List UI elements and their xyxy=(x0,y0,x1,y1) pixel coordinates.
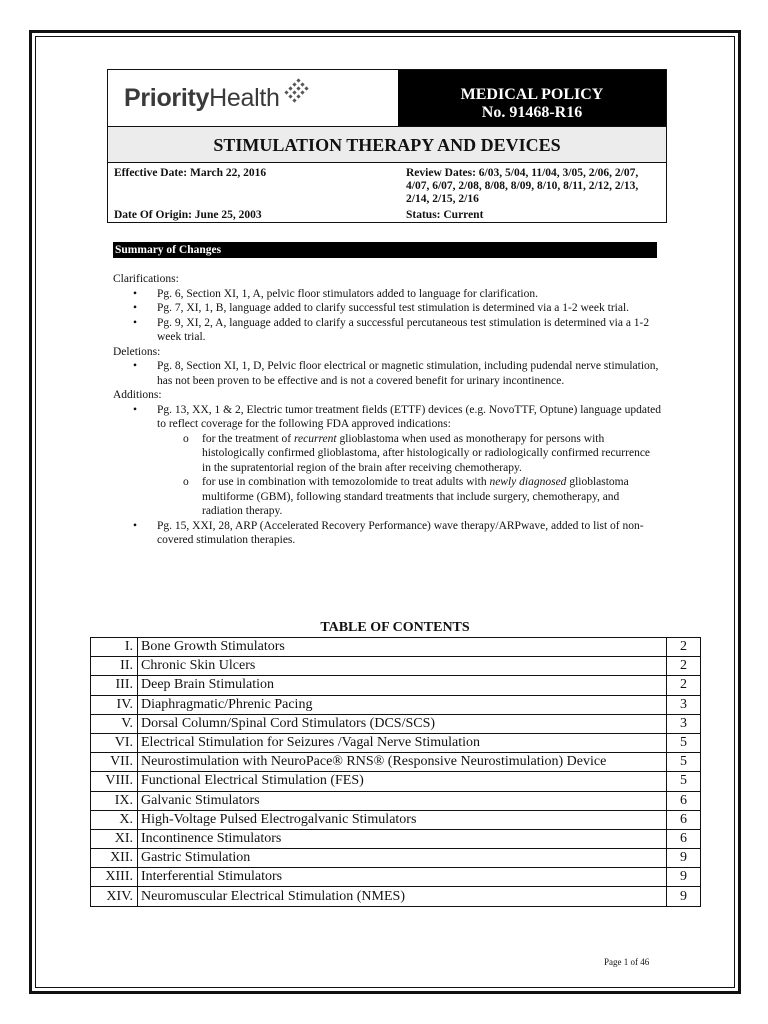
origin-date: Date Of Origin: June 25, 2003 xyxy=(114,209,262,221)
policy-number-box xyxy=(398,70,666,126)
logo-text: PriorityHealth xyxy=(124,83,280,112)
table-row: XIV. Neuromuscular Electrical Stimulation (NMES) 9 xyxy=(91,887,701,906)
additions-list xyxy=(113,403,661,548)
table-row: X. High-Voltage Pulsed Electrogalvanic Stimulators 6 xyxy=(91,810,701,829)
list-item: • Pg. 8, Section XI, 1, D, Pelvic floor electrical or magnetic stimulation, including pudendal nerve stimulation, has not been proven to be effective and is not a covered benefit for urinary incontinence. xyxy=(133,360,659,387)
list-item: • Pg. 15, XXI, 28, ARP (Accelerated Recovery Performance) wave therapy/ARPwave, added to list of non-covered stimulation therapies. xyxy=(133,519,644,546)
table-row: II. Chronic Skin Ulcers 2 xyxy=(91,657,701,676)
deletions-list xyxy=(113,359,661,388)
list-item: • Pg. 6, Section XI, 1, A, pelvic floor stimulators added to language for clarification. xyxy=(133,287,539,300)
table-row: IX. Galvanic Stimulators 6 xyxy=(91,791,701,810)
toc-title: TABLE OF CONTENTS xyxy=(320,620,470,635)
table-row: III. Deep Brain Stimulation 2 xyxy=(91,676,701,695)
effective-date: Effective Date: March 22, 2016 xyxy=(114,167,267,179)
table-row: VI. Electrical Stimulation for Seizures /Vagal Nerve Stimulation 5 xyxy=(91,733,701,752)
table-row: IV. Diaphragmatic/Phrenic Pacing 3 xyxy=(91,695,701,714)
priority-health-logo xyxy=(108,70,398,126)
additions-label: Additions: xyxy=(113,389,162,401)
policy-label: MEDICAL POLICY xyxy=(460,86,604,103)
review-dates: Review Dates: 6/03, 5/04, 11/04, 3/05, 2/06, 2/07, 4/07, 6/07, 2/08, 8/08, 8/09, 8/10, 8/11, 2/12, 2/13, 2/14, 2/15, 2/16 xyxy=(406,167,639,205)
policy-header xyxy=(107,69,667,127)
summary-heading: Summary of Changes xyxy=(113,242,657,258)
list-item: • Pg. 7, XI, 1, B, language added to clarify successful test stimulation is determined via a 1-2 week trial. xyxy=(133,302,630,314)
deletions-label: Deletions: xyxy=(113,345,161,358)
table-row: VII. Neurostimulation with NeuroPace® RNS® (Responsive Neurostimulation) Device 5 xyxy=(91,753,701,772)
clarifications-label: Clarifications: xyxy=(113,273,179,285)
logo-grid-icon xyxy=(283,77,313,107)
status: Status: Current xyxy=(406,209,484,221)
list-item: • Pg. 13, XX, 1 & 2, Electric tumor treatment fields (ETTF) devices (e.g. NovoTTF, Optune) language updated to reflect coverage for the following FDA approved indications: xyxy=(133,403,661,430)
sub-list-item: o for use in combination with temozolomide to treat adults with newly diagnosed glioblastoma multiforme (GBM), following standard treatments that include surgery, chemotherapy, and radiation therapy. xyxy=(183,476,629,517)
table-row: VIII. Functional Electrical Stimulation (FES) 5 xyxy=(91,772,701,791)
table-row: XII. Gastric Stimulation 9 xyxy=(91,849,701,868)
sub-list-item: o for the treatment of recurrent glioblastoma when used as monotherapy for persons with histologically confirmed glioblastoma, after histologically or radiologically confirmed recurrence in the supratentorial region of the brain after receiving chemotherapy. xyxy=(183,432,651,474)
document-title: STIMULATION THERAPY AND DEVICES xyxy=(107,127,667,163)
table-row: XIII. Interferential Stimulators 9 xyxy=(91,868,701,887)
dates-block xyxy=(107,163,667,223)
clarifications-list xyxy=(113,287,661,345)
page-number: Page 1 of 46 xyxy=(604,957,650,967)
list-item: • Pg. 9, XI, 2, A, language added to clarify a successful percutaneous test stimulation is determined via a 1-2 week trial. xyxy=(133,316,650,343)
table-row: V. Dorsal Column/Spinal Cord Stimulators (DCS/SCS) 3 xyxy=(91,714,701,733)
table-of-contents xyxy=(90,637,701,907)
table-row: I. Bone Growth Stimulators 2 xyxy=(91,638,701,657)
table-row: XI. Incontinence Stimulators 6 xyxy=(91,829,701,848)
summary-of-changes xyxy=(113,272,661,548)
policy-number: No. 91468-R16 xyxy=(481,104,583,121)
